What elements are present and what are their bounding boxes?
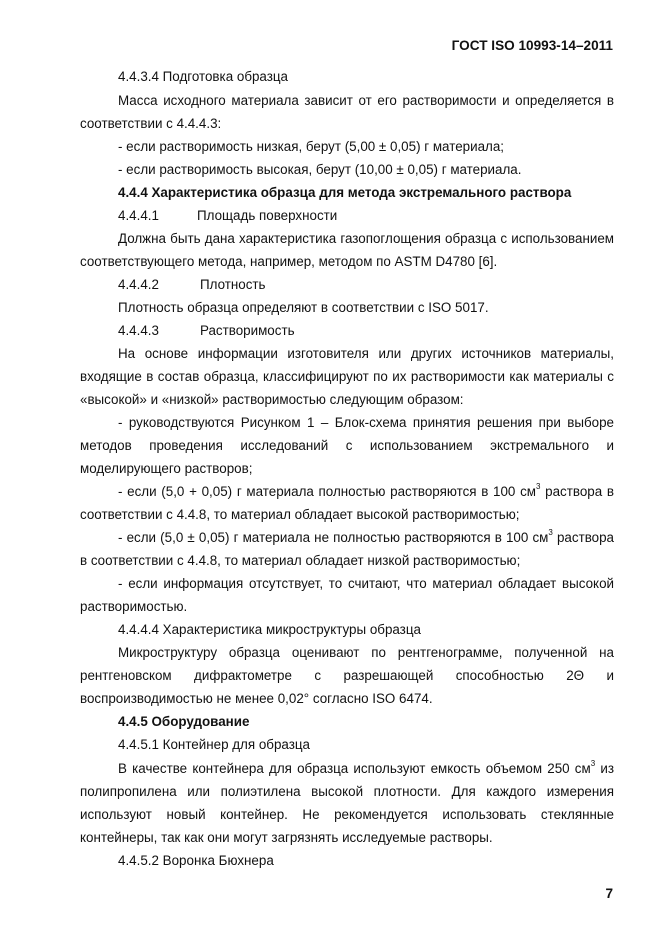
section-4442-heading (118, 277, 614, 293)
section-4451-heading: 4.4.5.1 Контейнер для образца (118, 737, 310, 752)
full-dissolve-superscript: 3 (535, 482, 541, 491)
section-4443-title: Растворимость (200, 323, 295, 338)
section-4442-number: 4.4.4.2 (118, 277, 159, 292)
partial-dissolve-text-b: раствора (552, 530, 615, 545)
paragraph-micro-line-2: рентгеновском дифрактометре с разрешающей способностью 2Θ и (80, 668, 614, 683)
paragraph-container-line-4: контейнеры, так как они могут загрязнять исследуемые растворы. (80, 830, 493, 845)
paragraph-mass-line-1: Масса исходного материала зависит от его растворимости и определяется в (118, 93, 614, 108)
section-4443-number: 4.4.4.3 (118, 323, 159, 338)
list-item-figure-line-3: моделирующего растворов; (80, 461, 253, 476)
partial-dissolve-text-a: - если (5,0 ± 0,05) г материала не полностью растворяются в 100 см (118, 530, 549, 545)
section-445-heading: 4.4.5 Оборудование (118, 714, 250, 729)
container-superscript: 3 (590, 759, 596, 768)
paragraph-solubility-line-3: «высокой» и «низкой» растворимостью следующим образом: (80, 392, 464, 407)
container-text-a: В качестве контейнера для образца используют емкость объемом 250 см (118, 761, 591, 776)
section-4442-title: Плотность (200, 277, 266, 292)
list-item-high-solubility: - если растворимость высокая, берут (10,00 ± 0,05) г материала. (118, 162, 522, 177)
paragraph-solubility-line-1: На основе информации изготовителя или других источников материалы, (118, 346, 614, 361)
list-item-no-info-line-2: растворимостью. (80, 599, 188, 614)
section-4443-heading (118, 323, 614, 339)
list-item-full-dissolve-line-2: соответствии с 4.4.8, то материал обладает высокой растворимостью; (80, 507, 520, 522)
section-4444-heading: 4.4.4.4 Характеристика микроструктуры образца (118, 622, 421, 637)
full-dissolve-text-b: раствора в (540, 484, 614, 499)
full-dissolve-text-a: - если (5,0 + 0,05) г материала полностью растворяются в 100 см (118, 484, 536, 499)
paragraph-area-line-2: соответствующего метода, например, методом по ASTM D4780 [6]. (80, 254, 498, 269)
section-444-heading: 4.4.4 Характеристика образца для метода экстремального раствора (118, 185, 572, 200)
partial-dissolve-superscript: 3 (548, 528, 553, 537)
paragraph-micro-line-3: воспроизводимостью не менее 0,02° согласно ISO 6474. (80, 691, 433, 706)
list-item-full-dissolve-line-1 (118, 484, 614, 500)
section-4452-heading: 4.4.5.2 Воронка Бюхнера (118, 853, 274, 868)
container-text-b: из (595, 761, 614, 776)
list-item-figure-line-1: - руководствуются Рисунком 1 – Блок-схема принятия решения при выборе (118, 415, 614, 430)
section-4441-heading (118, 208, 614, 224)
paragraph-container-line-2: полипропилена или полиэтилена высокой плотности. Для каждого измерения (80, 784, 614, 799)
paragraph-density: Плотность образца определяют в соответствии с ISO 5017. (118, 300, 489, 315)
list-item-no-info-line-1: - если информация отсутствует, то считают, что материал обладает высокой (118, 576, 614, 591)
paragraph-container-line-1 (118, 761, 614, 777)
paragraph-container-line-3: используют новый контейнер. Не рекомендуется использовать стеклянные (80, 807, 614, 822)
section-4441-title: Площадь поверхности (197, 208, 338, 223)
section-4441-number: 4.4.4.1 (118, 208, 159, 223)
paragraph-area-line-1: Должна быть дана характеристика газопоглощения образца с использованием (118, 231, 614, 246)
paragraph-mass-line-2: соответствии с 4.4.4.3: (80, 116, 222, 131)
page-number: 7 (605, 886, 613, 901)
document-header: ГОСТ ISO 10993-14–2011 (451, 38, 613, 53)
section-4434-heading: 4.4.3.4 Подготовка образца (118, 69, 288, 84)
paragraph-micro-line-1: Микроструктуру образца оценивают по рентгенограмме, полученной на (118, 645, 614, 660)
list-item-partial-dissolve-line-2: в соответствии с 4.4.8, то материал обладает низкой растворимостью; (80, 553, 521, 568)
paragraph-solubility-line-2: входящие в состав образца, классифицируют по их растворимости как материалы с (80, 369, 614, 384)
list-item-partial-dissolve-line-1 (118, 530, 614, 546)
list-item-low-solubility: - если растворимость низкая, берут (5,00 ± 0,05) г материала; (118, 139, 504, 154)
list-item-figure-line-2: методов проведения исследований с использованием экстремального и (80, 438, 614, 453)
